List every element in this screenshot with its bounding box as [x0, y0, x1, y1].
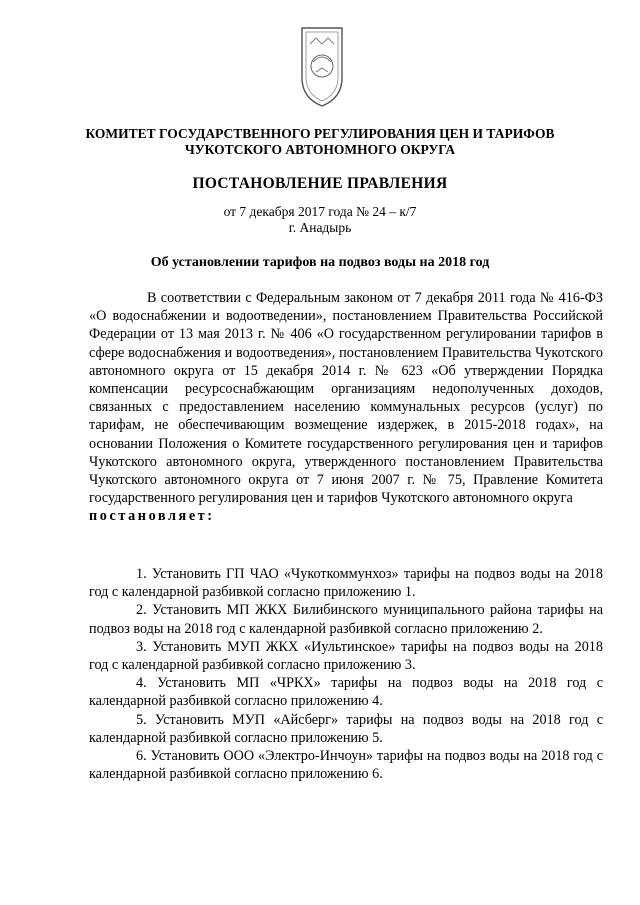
preamble-section: [89, 289, 603, 526]
preamble-paragraph: В соответствии с Федеральным законом от 7 декабря 2011 года № 416-ФЗ «О водоснабжении и водоотведении», постановлением Правительства Российской Федерации от 13 мая 2013 г. № 406 «О государственном регулировании тарифов в сфере водоснабжения и водоотведения», постановлением Правительства Чукотского автономного округа от 15 декабря 2014 г. № 623 «Об утверждении Порядка компенсации ресурсоснабжающим организациям недополученных доходов, связанных с предоставлением населению коммунальных ресурсов (услуг) по тарифам, не обеспечивающим возмещение издержек, в 2015-2018 годах», на основании Положения о Комитете государственного регулирования цен и тарифов Чукотского автономного округа, утвержденного постановлением Правительства Чукотского автономного округа от 7 июня 2007 г. № 75, Правление Комитета государственного регулирования цен и тарифов Чукотского автономного округа: [89, 290, 603, 507]
document-subject: Об установлении тарифов на подвоз воды на 2018 год: [150, 255, 490, 270]
resolution-item: 5. Установить МУП «Айсберг» тарифы на подвоз воды на 2018 год с календарной разбивкой согласно приложению 5.: [89, 711, 603, 746]
resolution-item: 3. Установить МУП ЖКХ «Иультинское» тарифы на подвоз воды на 2018 год с календарной разбивкой согласно приложению 3.: [89, 638, 603, 674]
committee-name-line2: ЧУКОТСКОГО АВТОНОМНОГО ОКРУГА: [184, 142, 456, 157]
resolution-items: [89, 565, 603, 783]
resolution-item: 6. Установить ООО «Электро-Инчоун» тарифы на подвоз воды на 2018 год с календарной разбивкой согласно приложению 6.: [89, 748, 603, 783]
document-place: г. Анадырь: [288, 220, 352, 235]
resolution-item: 2. Установить МП ЖКХ Билибинского муниципального района тарифы на подвоз воды на 2018 год с календарной разбивкой согласно приложению 2.: [89, 602, 603, 637]
document-title: ПОСТАНОВЛЕНИЕ ПРАВЛЕНИЯ: [192, 175, 448, 192]
coat-of-arms-icon: [298, 22, 346, 110]
resolution-item: 1. Установить ГП ЧАО «Чукоткоммунхоз» тарифы на подвоз воды на 2018 год с календарной разбивкой согласно приложению 1.: [89, 566, 603, 601]
document-date-number: от 7 декабря 2017 года № 24 – к/7: [223, 204, 417, 219]
resolution-item: 4. Установить МП «ЧРКХ» тарифы на подвоз воды на 2018 год с календарной разбивкой согласно приложению 4.: [89, 675, 603, 710]
committee-name-line1: КОМИТЕТ ГОСУДАРСТВЕННОГО РЕГУЛИРОВАНИЯ ЦЕН И ТАРИФОВ: [85, 126, 555, 141]
resolves-heading: постановляет:: [89, 508, 215, 525]
